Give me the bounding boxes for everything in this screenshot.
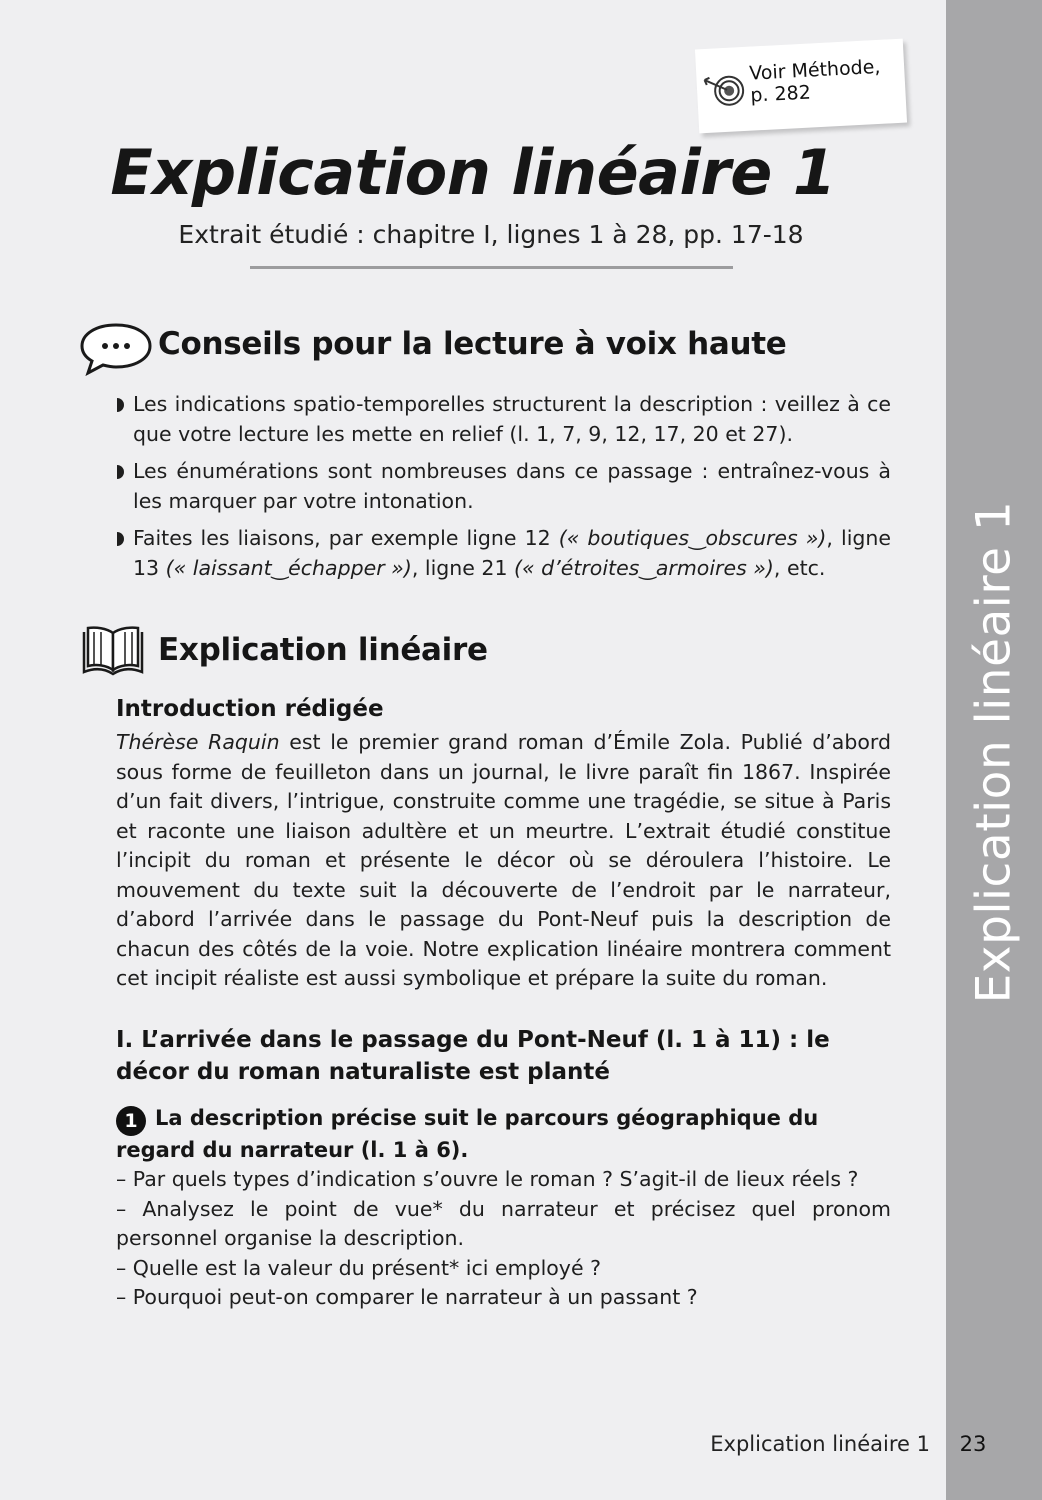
liaison-example-1: (« boutiques‿obscures ») (558, 526, 827, 550)
explication-heading: Explication linéaire (158, 632, 488, 668)
method-note-text: Voir Méthode, p. 282 (748, 55, 881, 107)
side-chapter-title: Explication linéaire 1 (966, 500, 1022, 1004)
novel-title: Thérèse Raquin (116, 730, 280, 754)
footer-section-label: Explication linéaire 1 (710, 1432, 930, 1456)
explication-body (116, 696, 891, 1313)
liaison-sep-2: , ligne 21 (411, 555, 515, 580)
question-1-text: La description précise suit le parcours géographique du regard du narrateur (l. 1 à 6). (116, 1105, 819, 1162)
part1-heading: I. L’arrivée dans le passage du Pont-Neuf (l. 1 à 11) : le décor du roman naturaliste est planté (116, 1026, 830, 1085)
target-icon (702, 73, 746, 113)
reading-tips (116, 390, 891, 583)
intro-heading: Introduction rédigée (116, 696, 384, 722)
liaison-intro: Faites les liaisons, par exemple ligne 12 (133, 526, 559, 550)
question-line-2: – Analysez le point de vue* du narrateur et précisez quel pronom personnel organise la description. (116, 1196, 891, 1250)
question-number-badge: 1 (116, 1106, 146, 1136)
open-book-icon (80, 624, 146, 682)
reading-tip-1: Les indications spatio-temporelles structurent la description : veillez à ce que votre lecture les mette en relief (l. 1, 7, 9, 12, 17, 20 et 27). (116, 390, 891, 449)
method-note (695, 39, 907, 134)
reading-heading: Conseils pour la lecture à voix haute (158, 326, 787, 362)
liaison-example-3: (« d’étroites‿armoires ») (514, 555, 774, 580)
liaison-example-2: (« laissant‿échapper ») (165, 555, 412, 580)
speech-bubble-icon (78, 322, 154, 380)
intro-paragraph (116, 728, 891, 994)
intro-text: est le premier grand roman d’Émile Zola. Publié d’abord sous forme de feuilleton dans un journal, le livre paraît fin 1867. Inspirée d’un fait divers, l’intrigue, construite comme une tragédie, se situe à Paris et raconte une liaison adultère et un meurtre. L’extrait étudié constitue l’incipit du roman et présente le décor où se déroulera l’histoire. Le mouvement du texte suit la découverte de l’endroit par le narrateur, d’abord l’arrivée dans le passage du Pont-Neuf puis la description de chacun des côtés de la voie. Notre explication linéaire montrera comment cet incipit réaliste est aussi symbolique et prépare la suite du roman. (116, 730, 891, 990)
page-title: Explication linéaire 1 (110, 136, 836, 209)
reading-tip-3 (116, 524, 891, 583)
liaison-sep-1: , ligne 13 (133, 526, 892, 580)
page-subtitle: Extrait étudié : chapitre I, lignes 1 à 28, pp. 17-18 (178, 220, 804, 249)
liaison-end: , etc. (773, 555, 826, 580)
question-line-3: – Quelle est la valeur du présent* ici employé ? (116, 1255, 601, 1280)
question-1-heading (116, 1104, 891, 1166)
question-line-4: – Pourquoi peut-on comparer le narrateur à un passant ? (116, 1285, 698, 1309)
question-line-1: – Par quels types d’indication s’ouvre le roman ? S’agit-il de lieux réels ? (116, 1167, 859, 1191)
title-divider (250, 266, 733, 269)
page-number: 23 (959, 1432, 987, 1456)
reading-tip-2: Les énumérations sont nombreuses dans ce passage : entraînez-vous à les marquer par votre intonation. (116, 457, 891, 516)
